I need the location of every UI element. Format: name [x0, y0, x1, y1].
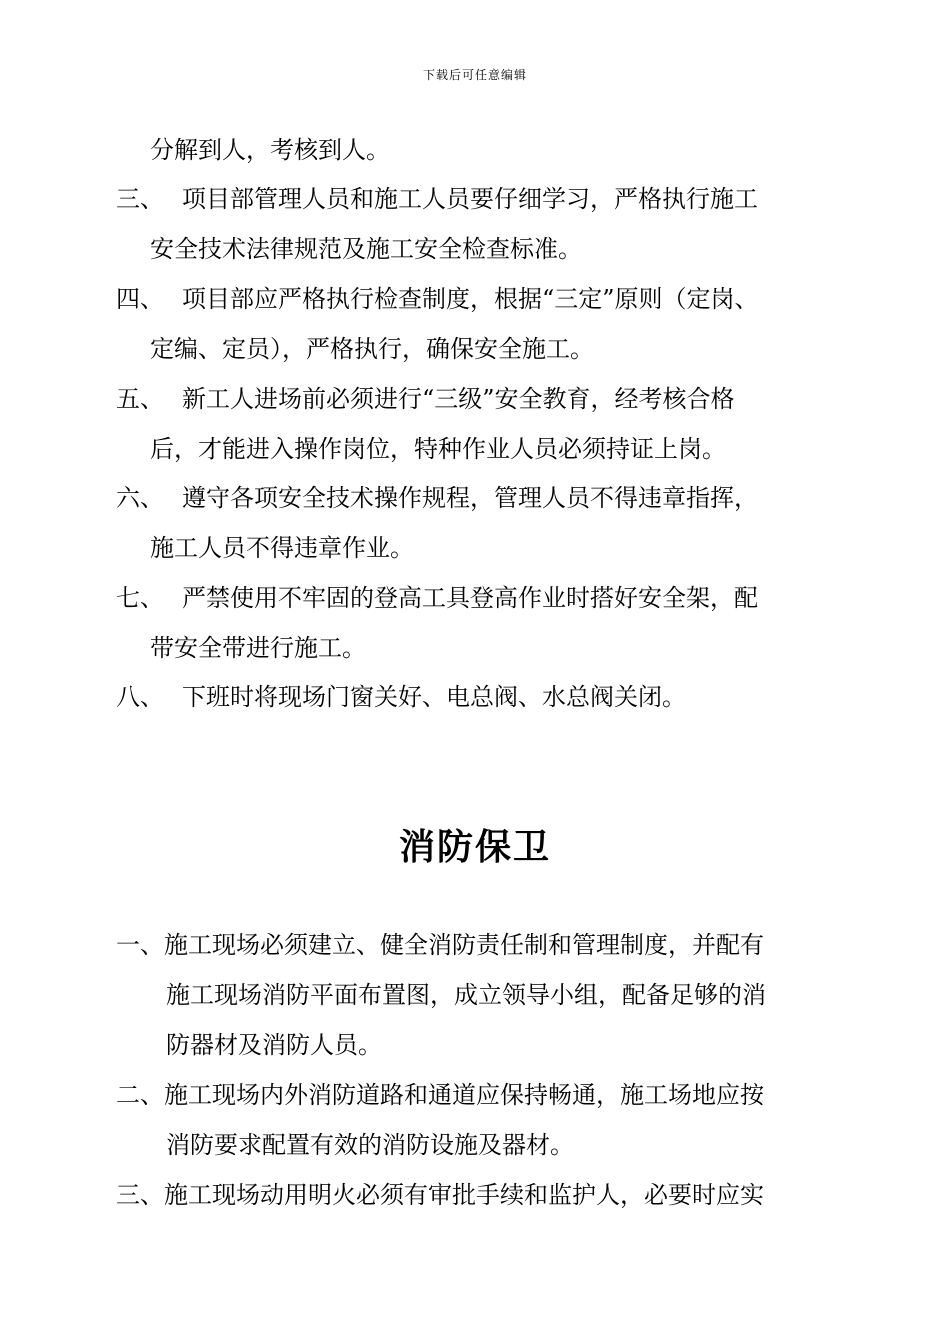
list-item-7 [116, 582, 758, 614]
list-item-4 [116, 283, 759, 315]
header-note: 下载后可任意编辑 [422, 68, 527, 82]
list-item-6-cont: 施工人员不得违章作业。 [150, 534, 414, 562]
list-item-5-cont: 后，才能进入操作岗位，特种作业人员必须持证上岗。 [150, 435, 726, 463]
list-item-4-cont: 定编、定员），严格执行，确保安全施工。 [150, 335, 594, 363]
list-item-text: 遵守各项安全技术操作规程，管理人员不得违章指挥， [182, 484, 758, 512]
list-item-text: 下班时将现场门窗关好、电总阀、水总阀关闭。 [182, 683, 686, 711]
list-item-6 [116, 482, 758, 514]
list-item-text: 新工人进场前必须进行“三级”安全教育，经考核合格 [182, 385, 735, 413]
fire-item-3 [116, 1179, 764, 1211]
list-item-text: 项目部应严格执行检查制度，根据“三定”原则（定岗、 [182, 285, 759, 313]
list-item-text: 施工现场动用明火必须有审批手续和监护人，必要时应实 [164, 1181, 764, 1209]
list-item-8 [116, 681, 686, 713]
continuation-line: 分解到人，考核到人。 [150, 136, 390, 164]
list-item-text: 项目部管理人员和施工人员要仔细学习，严格执行施工 [182, 185, 758, 213]
section-title: 消防保卫 [398, 826, 551, 868]
fire-item-1-cont: 防器材及消防人员。 [166, 1031, 382, 1059]
list-item-number: 七、 [116, 584, 164, 612]
list-item-number: 三、 [116, 185, 164, 213]
list-item-text: 施工现场内外消防道路和通道应保持畅通，施工场地应按 [164, 1081, 764, 1109]
fire-item-1 [116, 929, 764, 961]
list-item-number: 二、 [116, 1081, 164, 1109]
list-item-number: 八、 [116, 683, 164, 711]
list-item-number: 六、 [116, 484, 164, 512]
fire-item-2 [116, 1079, 764, 1111]
list-item-text: 严禁使用不牢固的登高工具登高作业时搭好安全架，配 [182, 584, 758, 612]
list-item-7-cont: 带安全带进行施工。 [150, 634, 366, 662]
list-item-number: 五、 [116, 385, 164, 413]
list-item-number: 一、 [116, 931, 164, 959]
list-item-3 [116, 183, 758, 215]
list-item-3-cont: 安全技术法律规范及施工安全检查标准。 [150, 235, 582, 263]
list-item-5 [116, 383, 735, 415]
list-item-number: 三、 [116, 1181, 164, 1209]
list-item-text: 施工现场必须建立、健全消防责任制和管理制度，并配有 [164, 931, 764, 959]
list-item-number: 四、 [116, 285, 164, 313]
fire-item-2-cont: 消防要求配置有效的消防设施及器材。 [166, 1131, 574, 1159]
fire-item-1-cont: 施工现场消防平面布置图，成立领导小组，配备足够的消 [166, 981, 766, 1009]
